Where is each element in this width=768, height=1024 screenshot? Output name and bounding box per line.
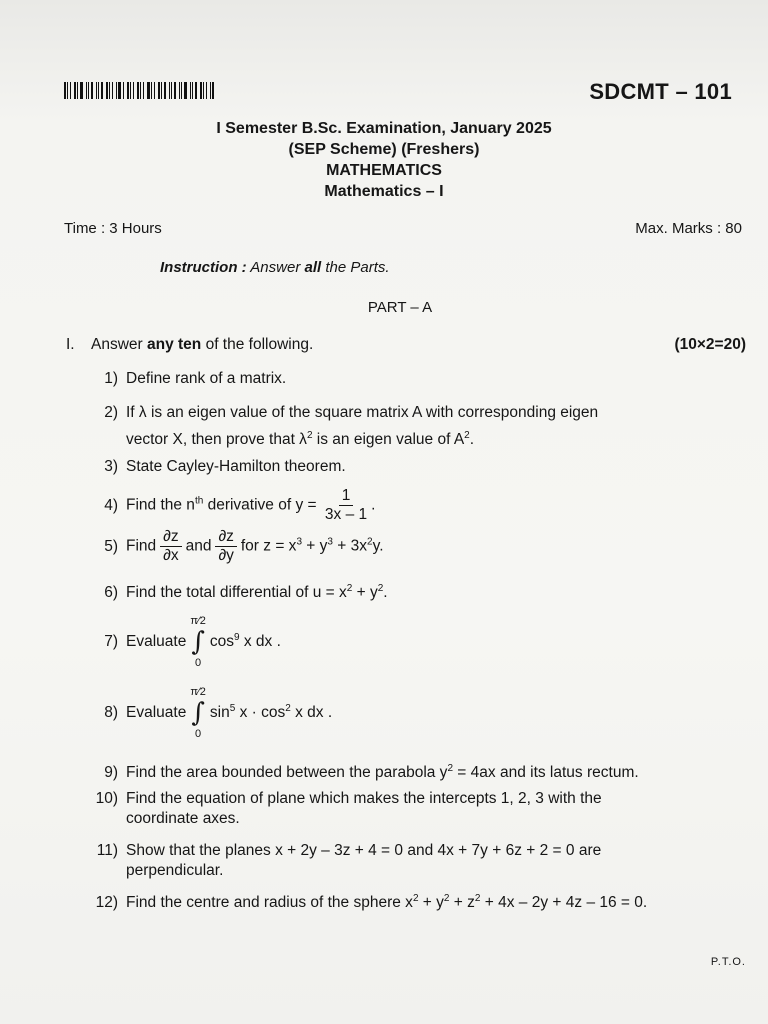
integral-lower-limit: 0 — [195, 728, 202, 740]
integral-upper-limit: π⁄2 — [190, 686, 206, 698]
section-number: I. — [66, 336, 75, 353]
barcode-bar — [171, 82, 172, 99]
superscript: 2 — [285, 702, 291, 714]
integral-sign: ∫ — [191, 698, 205, 728]
barcode-bar — [161, 82, 162, 99]
question-7 — [88, 614, 728, 670]
barcode-bar — [96, 82, 97, 99]
numerator: 1 — [339, 487, 354, 506]
superscript: 9 — [234, 631, 240, 643]
integral-upper-limit: π⁄2 — [190, 615, 206, 627]
denominator: 3x – 1 — [324, 506, 368, 523]
barcode-bar — [203, 82, 204, 99]
superscript: 3 — [327, 536, 333, 548]
barcode-bar — [116, 82, 117, 99]
superscript: 2 — [367, 536, 373, 548]
question-text: Define rank of a matrix. — [126, 370, 287, 387]
numerator: ∂z — [160, 528, 181, 547]
barcode-bar — [143, 82, 144, 99]
barcode-bar — [127, 82, 129, 99]
question-text: Find the centre and radius of the sphere x — [126, 894, 413, 912]
barcode-bar — [70, 82, 71, 99]
barcode — [64, 82, 220, 99]
numerator: ∂z — [215, 528, 236, 547]
question-text: . — [469, 431, 475, 449]
barcode-bar — [164, 82, 166, 99]
integral-sign: ∫ — [191, 627, 205, 657]
barcode-bar — [130, 82, 131, 99]
question-text: . — [371, 496, 376, 514]
barcode-bar — [91, 82, 93, 99]
scheme-line: (SEP Scheme) (Freshers) — [288, 141, 480, 158]
barcode-bar — [212, 82, 214, 99]
question-text: Evaluate — [126, 704, 187, 722]
partial-fraction-x — [160, 528, 181, 565]
question-1 — [88, 369, 728, 389]
question-8 — [88, 685, 728, 741]
question-text: sin — [209, 704, 230, 722]
question-text: Evaluate — [126, 633, 187, 651]
question-10 — [88, 789, 728, 829]
instruction-text-end: the Parts. — [321, 259, 390, 276]
question-text: = 4ax and its latus rectum. — [453, 764, 639, 782]
barcode-bar — [174, 82, 176, 99]
barcode-bar — [184, 82, 187, 99]
question-text: x · cos — [235, 704, 286, 722]
question-11 — [88, 841, 728, 881]
barcode-bar — [106, 82, 108, 99]
question-text: Show that the planes x + 2y – 3z + 4 = 0 and 4x + 7y + 6z + 2 = 0 are — [126, 842, 602, 859]
part-heading: PART – A — [367, 299, 433, 316]
question-3 — [88, 457, 728, 477]
question-text: + 3x — [332, 537, 368, 555]
barcode-bar — [179, 82, 180, 99]
question-number: 1) — [104, 370, 118, 387]
instruction-emph: all — [304, 259, 322, 276]
barcode-bar — [147, 82, 150, 99]
question-4 — [88, 487, 728, 524]
question-number: 3) — [104, 458, 118, 475]
question-number: 6) — [104, 584, 118, 602]
barcode-bar — [123, 82, 124, 99]
exam-title: I Semester B.Sc. Examination, January 2025 — [216, 120, 552, 137]
question-12 — [88, 889, 748, 913]
superscript: th — [194, 495, 204, 507]
question-text: . — [383, 584, 388, 602]
question-number: 5) — [104, 537, 118, 555]
max-marks-label: Max. Marks : 80 — [635, 220, 742, 237]
question-text: perpendicular. — [126, 862, 224, 879]
barcode-bar — [77, 82, 78, 99]
barcode-bar — [133, 82, 134, 99]
barcode-bar — [192, 82, 193, 99]
barcode-bar — [169, 82, 170, 99]
barcode-bar — [109, 82, 110, 99]
question-text: derivative of y = — [203, 496, 321, 514]
section-heading — [66, 336, 313, 354]
question-text: x dx . — [239, 633, 281, 651]
barcode-bar — [64, 82, 66, 99]
integral — [190, 614, 206, 670]
superscript: 2 — [346, 583, 353, 594]
barcode-bar — [67, 82, 68, 99]
barcode-bar — [151, 82, 152, 99]
question-text: y. — [372, 537, 384, 555]
question-text: is an eigen value of A — [312, 431, 465, 449]
barcode-bar — [158, 82, 160, 99]
question-text: cos — [209, 633, 234, 651]
question-text: vector X, then prove that λ — [126, 431, 307, 449]
superscript: 3 — [296, 536, 302, 548]
question-number: 8) — [104, 704, 118, 722]
section-emph: any ten — [147, 336, 202, 353]
superscript: 2 — [447, 763, 453, 774]
superscript: 2 — [412, 893, 419, 904]
superscript: 2 — [464, 430, 470, 441]
barcode-bar — [118, 82, 121, 99]
superscript: 5 — [229, 702, 236, 714]
instruction-label: Instruction : — [160, 259, 247, 276]
barcode-bar — [154, 82, 155, 99]
question-2 — [88, 403, 728, 450]
question-9 — [88, 759, 728, 783]
section-text: Answer — [91, 336, 147, 353]
barcode-bar — [74, 82, 76, 99]
superscript: 2 — [377, 583, 384, 594]
question-number: 10) — [95, 790, 118, 807]
barcode-bar — [206, 82, 207, 99]
superscript: 2 — [443, 893, 450, 904]
denominator: ∂x — [163, 547, 179, 564]
barcode-bar — [181, 82, 182, 99]
barcode-bar — [140, 82, 141, 99]
barcode-bar — [210, 82, 211, 99]
instruction — [160, 259, 390, 276]
question-number: 12) — [95, 894, 118, 912]
barcode-bar — [101, 82, 103, 99]
partial-fraction-y — [215, 528, 236, 565]
question-number: 9) — [104, 764, 118, 782]
page-turn-note: P.T.O. — [710, 956, 746, 968]
fraction — [325, 487, 367, 524]
question-text: and — [185, 537, 212, 555]
barcode-bar — [200, 82, 202, 99]
question-text: + 4x – 2y + 4z – 16 = 0. — [480, 894, 648, 912]
question-text: + y — [352, 584, 378, 602]
section-marks: (10×2=20) — [674, 336, 746, 353]
integral-lower-limit: 0 — [195, 657, 202, 669]
denominator: ∂y — [218, 547, 234, 564]
barcode-bar — [137, 82, 139, 99]
instruction-text: Answer — [250, 259, 305, 276]
time-label: Time : 3 Hours — [64, 220, 162, 237]
question-text: Find the area bounded between the parabola y — [126, 764, 448, 782]
question-text: Find the n — [126, 496, 195, 514]
question-text: State Cayley-Hamilton theorem. — [126, 458, 346, 475]
question-text: + z — [449, 894, 475, 912]
question-number: 4) — [104, 496, 118, 514]
question-6 — [88, 579, 728, 603]
question-text: + y — [418, 894, 444, 912]
paper-title: Mathematics – I — [324, 183, 444, 200]
question-text: Find the equation of plane which makes the intercepts 1, 2, 3 with the — [126, 790, 602, 807]
question-number: 7) — [104, 633, 118, 651]
question-number: 11) — [96, 842, 118, 859]
barcode-bar — [86, 82, 87, 99]
barcode-bar — [88, 82, 89, 99]
question-5 — [88, 528, 728, 565]
barcode-bar — [98, 82, 99, 99]
barcode-bar — [80, 82, 83, 99]
paper-code: SDCMT – 101 — [589, 79, 732, 104]
question-text: Find — [126, 537, 157, 555]
question-text: If λ is an eigen value of the square matrix A with corresponding eigen — [126, 404, 599, 421]
superscript: 2 — [306, 430, 313, 441]
barcode-bar — [112, 82, 113, 99]
question-text: x dx . — [290, 704, 333, 722]
barcode-bar — [195, 82, 197, 99]
superscript: 2 — [474, 893, 481, 904]
question-number: 2) — [104, 404, 118, 421]
question-text: + y — [302, 537, 328, 555]
question-text: for z = x — [240, 537, 297, 555]
question-text: Find the total differential of u = x — [126, 584, 347, 602]
question-text: coordinate axes. — [126, 810, 240, 827]
section-text-end: of the following. — [201, 336, 314, 353]
integral — [190, 685, 206, 741]
subject-line: MATHEMATICS — [326, 162, 442, 179]
barcode-bar — [190, 82, 191, 99]
